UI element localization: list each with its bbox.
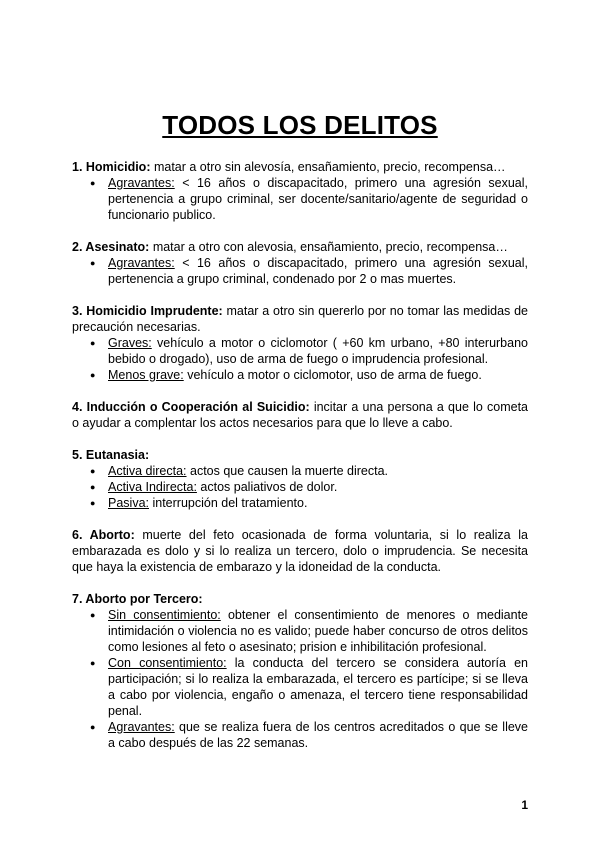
section-paragraph [72,399,528,431]
section-paragraph [72,159,528,175]
section-asesinato [72,239,528,287]
section-homicidio-imprudente [72,303,528,383]
section-text: incitar a una persona a que lo cometa o ayudar a complentar los actos necesarios para que lo lleve a cabo. [72,400,528,430]
section-paragraph [72,303,528,335]
bullet-label: Agravantes: [108,256,175,270]
bullet-text: que se realiza fuera de los centros acreditados o que se lleve a cabo después de las 22 semanas. [108,720,528,750]
list-item [108,719,528,751]
section-homicidio [72,159,528,223]
bullet-list [72,335,528,383]
bullet-label: Con consentimiento: [108,656,227,670]
document-title: TODOS LOS DELITOS [162,110,438,140]
section-heading: 5. Eutanasia: [72,448,150,462]
list-item [108,255,528,287]
bullet-list [72,175,528,223]
section-paragraph [72,527,528,575]
bullet-label: Agravantes: [108,176,175,190]
bullet-text: actos paliativos de dolor. [196,480,338,494]
bullet-label: Sin consentimiento: [108,608,221,622]
bullet-label: Pasiva: [108,496,149,510]
section-heading: 3. Homicidio Imprudente: [72,304,223,318]
section-text: matar a otro sin quererlo por no tomar las medidas de precaución necesarias. [72,304,528,334]
section-aborto-tercero [72,591,528,751]
bullet-text: la conducta del tercero se considera autoría en participación; si lo realiza la embarazada, el tercero es partícipe; si se lleva a cabo por violencia, engaño o amenaza, el tercero tiene responsabilidad penal. [108,656,528,718]
list-item [108,607,528,655]
bullet-label: Agravantes: [108,720,175,734]
list-item [108,463,528,479]
section-paragraph [72,447,528,463]
bullet-text: actos que causen la muerte directa. [186,464,389,478]
list-item [108,655,528,719]
section-heading: 7. Aborto por Tercero: [72,592,203,606]
bullet-label: Activa Indirecta: [108,480,197,494]
bullet-label: Graves: [108,336,152,350]
bullet-text: vehículo a motor o ciclomotor ( +60 km urbano, +80 interurbano bebido o drogado), uso de arma de fuego o imprudencia profesional. [108,336,528,366]
bullet-list [72,607,528,751]
section-paragraph [72,591,528,607]
section-paragraph [72,239,528,255]
bullet-text: < 16 años o discapacitado, primero una agresión sexual, pertenencia a grupo criminal, ser docente/sanitario/agente de seguridad o funcionario publico. [108,176,528,222]
section-heading: 4. Inducción o Cooperación al Suicidio: [72,400,310,414]
list-item [108,367,528,383]
bullet-text: < 16 años o discapacitado, primero una agresión sexual, pertenencia a grupo criminal, condenado por 2 o mas muertes. [108,256,528,286]
section-eutanasia [72,447,528,511]
section-heading: 2. Asesinato: [72,240,150,254]
bullet-text: interrupción del tratamiento. [149,496,308,510]
bullet-label: Activa directa: [108,464,187,478]
document-page [72,0,528,848]
section-heading: 6. Aborto: [72,528,135,542]
document-body [72,159,528,767]
page-number: 1 [521,798,528,812]
section-text: matar a otro sin alevosía, ensañamiento, precio, recompensa… [150,160,506,174]
bullet-list [72,255,528,287]
list-item [108,175,528,223]
bullet-list [72,463,528,511]
bullet-label: Menos grave: [108,368,184,382]
list-item [108,495,528,511]
section-text: matar a otro con alevosia, ensañamiento, precio, recompensa… [149,240,508,254]
list-item [108,335,528,367]
bullet-text: obtener el consentimiento de menores o mediante intimidación o violencia no es valido; puede haber concurso de otros delitos como lesiones al feto o asesinato; prision e inhibilitación profesional. [108,608,529,654]
section-heading: 1. Homicidio: [72,160,151,174]
section-aborto [72,527,528,575]
section-induccion-suicidio [72,399,528,431]
bullet-text: vehículo a motor o ciclomotor, uso de arma de fuego. [183,368,482,382]
section-text: muerte del feto ocasionada de forma voluntaria, si lo realiza la embarazada es dolo y si lo realiza un tercero, dolo o imprudencia. Se necesita que haya la existencia de embarazo y la idoneidad de la conducta. [72,528,528,574]
list-item [108,479,528,495]
